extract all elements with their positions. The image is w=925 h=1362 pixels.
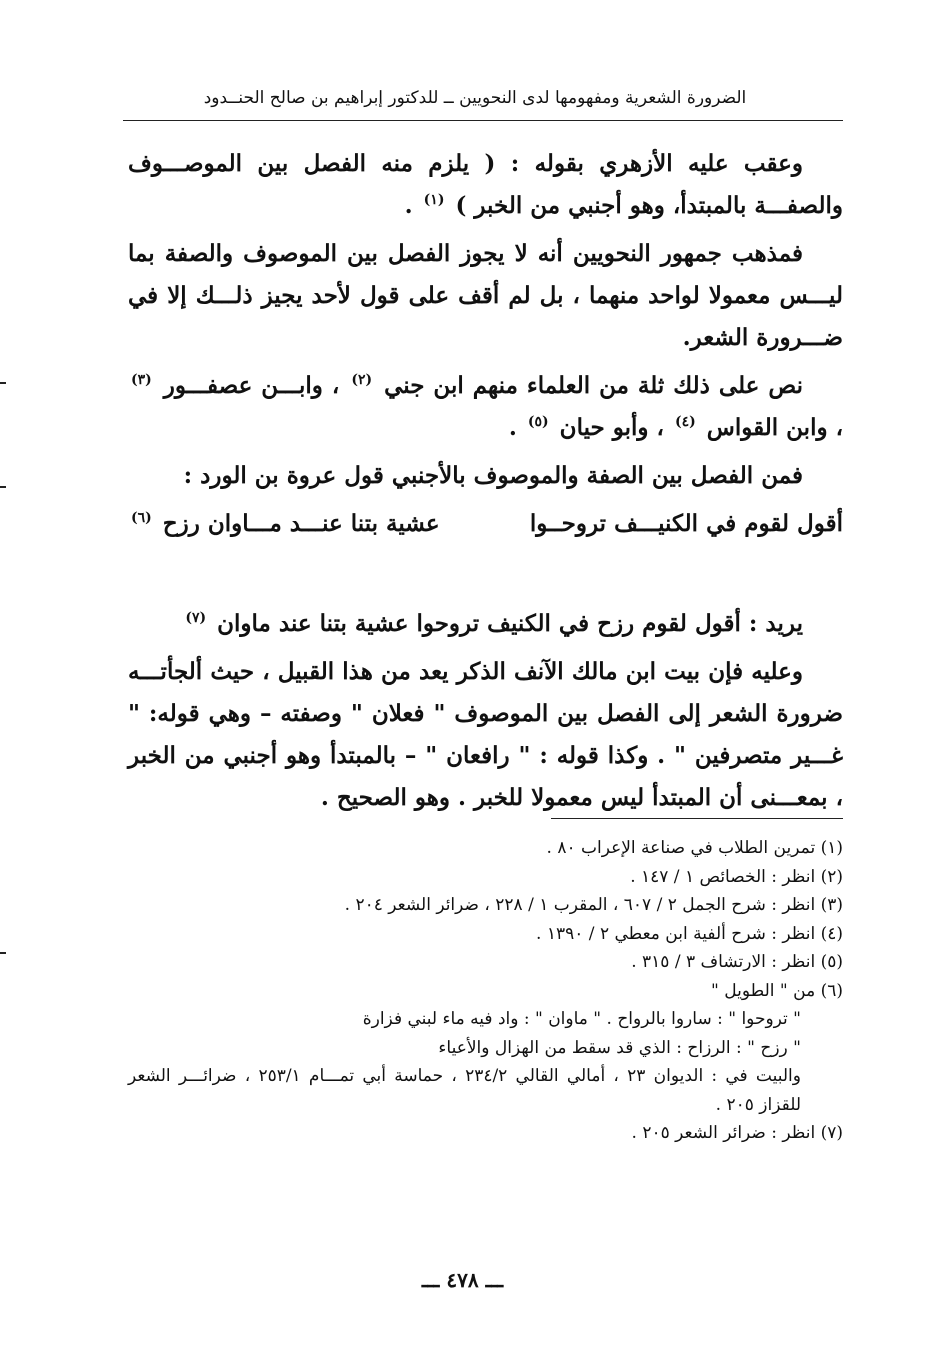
footnote-ref-3[interactable]: (٣) — [131, 372, 152, 389]
verse-spacer — [128, 551, 843, 603]
footnote-ref-1[interactable]: (١) — [423, 192, 445, 209]
paragraph-3-part-b: ، وابـــن عصفـــور — [163, 372, 340, 399]
paragraph-5-text: يريد : أقول لقوم رزح في الكنيف تروحوا عشية بتنا عند ماوان — [217, 610, 803, 637]
paragraph-3 — [128, 365, 843, 449]
footnote-3: (٣) انظر : شرح الجمل ٢ / ٦٠٧ ، المقرب ١ / ٢٢٨ ، ضرائر الشعر ٢٠٤ . — [344, 895, 843, 915]
scan-edge-mark — [0, 952, 6, 954]
verse-first-hemistich: أقول لقوم في الكنيـــف تروحــوا — [529, 510, 843, 537]
footnote-ref-5[interactable]: (٥) — [527, 414, 549, 431]
footnote-ref-2[interactable]: (٢) — [351, 372, 373, 389]
paragraph-5 — [128, 603, 843, 645]
footnote-1: (١) تمرين الطلاب في صناعة الإعراب ٨٠ . — [546, 838, 843, 858]
paragraph-2-text: فمذهب جمهور النحويين أنه لا يجوز الفصل بين الموصوف والصفة بما ليـــس معمولا لواحد منهما ، بل لم أقف على قول لأحد يجيز ذلـــك إلا في ضـــرورة الشعر. — [128, 240, 843, 351]
paragraph-1-text: وعقب عليه الأزهري بقوله : ( يلزم منه الفصل بين الموصـــوف والصفـــة بالمبتدأ، وهو أجنبي من الخبر ) — [128, 150, 843, 219]
paragraph-6-text: وعليه فإن بيت ابن مالك الآنف الذكر يعد من هذا القبيل ، حيث ألجأتـــه ضرورة الشعر إلى الفصل بين الموصوف " فعلان " وصفته – وهي قوله: " غـــير متصرفين " . وكذا قوله : " رافعان " – بالمبتدأ وهو أجنبي من الخبر ، بمعـــنى أن المبتدأ ليس معمولا للخبر . وهو الصحيح . — [128, 658, 843, 811]
poem-verse — [128, 503, 843, 545]
main-text — [128, 143, 843, 825]
verse-second-hemistich — [128, 503, 440, 545]
footnote-separator — [551, 818, 843, 819]
footnote-4: (٤) انظر : شرح ألفية ابن معطي ٢ / ١٣٩٠ . — [536, 923, 843, 944]
footnote-6-sources: والبيت في : الديوان ٢٣ ، أمالي القالي ٢٣٤/٢ ، حماسة أبي تمـــام ٢٥٣/١ ، ضرائـــر الشعر للقزاز ٢٠٥ . — [128, 1066, 801, 1115]
paragraph-6 — [128, 651, 843, 819]
scan-edge-mark — [0, 486, 6, 488]
footnote-6-gloss-b: " رزح " : الرزاح : الذي قد سقط من الهزال والأعياء — [438, 1037, 801, 1058]
paragraph-1-end: . — [404, 192, 413, 219]
footnote-6: (٦) من " الطويل " — [711, 980, 843, 1001]
footnote-ref-6[interactable]: (٦) — [131, 510, 152, 527]
footnote-7: (٧) انظر : ضرائر الشعر ٢٠٥ . — [631, 1123, 843, 1143]
paragraph-1 — [128, 143, 843, 227]
page-number: ـــ ٤٧٨ ـــ — [421, 1268, 504, 1292]
paragraph-3-part-a: نص على ذلك ثلة من العلماء منهم ابن جني — [384, 372, 803, 399]
footnote-2: (٢) انظر : الخصائص ١ / ١٤٧ . — [630, 866, 843, 887]
verse-second-text: عشية بتنا عنـــد مـــاوان رزح — [162, 510, 440, 537]
footnote-ref-4[interactable]: (٤) — [674, 414, 696, 431]
paragraph-3-part-d: ، وأبو حيان — [559, 414, 664, 441]
paragraph-3-end: . — [508, 414, 517, 441]
paragraph-4 — [128, 455, 843, 497]
footnote-ref-7[interactable]: (٧) — [185, 610, 207, 627]
footnote-5: (٥) انظر : الارتشاف ٣ / ٣١٥ . — [631, 952, 843, 972]
paragraph-3-part-c: ، وابن القواس — [706, 414, 843, 441]
header-rule — [123, 120, 843, 121]
scan-edge-mark — [0, 382, 6, 384]
paragraph-4-text: فمن الفصل بين الصفة والموصوف بالأجنبي قول عروة بن الورد : — [183, 462, 803, 489]
footnote-6-gloss-a: " تروحوا " : ساروا بالرواح . " ماوان " : واد فيه ماء لبني فزارة — [362, 1009, 801, 1029]
footnotes — [128, 834, 843, 1148]
paragraph-2 — [128, 233, 843, 359]
running-header: الضرورة الشعرية ومفهومها لدى النحويين ــ للدكتور إبراهيم بن صالح الحنــدود — [203, 88, 747, 108]
